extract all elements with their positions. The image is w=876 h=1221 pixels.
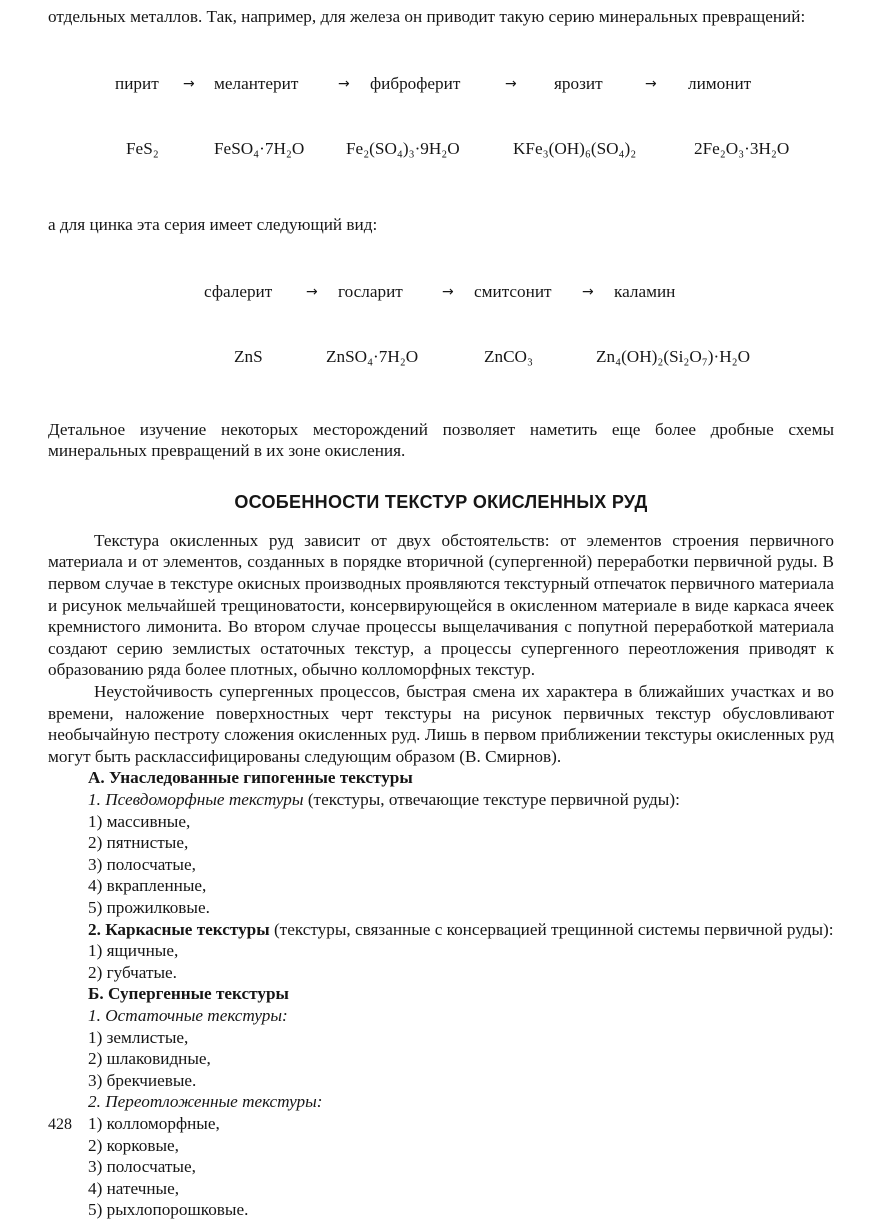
list-item: 1) массивные, <box>88 811 191 831</box>
iron-formula: FeSO₄·7H₂O <box>214 138 305 158</box>
zinc-formula: ZnS <box>234 346 263 366</box>
list-item: 3) брекчиевые. <box>88 1070 197 1090</box>
zinc-name: госларит <box>338 282 403 302</box>
section-title: ОСОБЕННОСТИ ТЕКСТУР ОКИСЛЕННЫХ РУД <box>234 491 648 512</box>
group-b-heading: Б. Супергенные текстуры <box>88 984 289 1004</box>
arrow-icon: → <box>183 75 195 92</box>
list-item: 4) вкрапленные, <box>88 876 207 896</box>
iron-formulas-row <box>48 138 834 160</box>
arrow-icon: → <box>306 284 318 301</box>
list-item: 1) ящичные, <box>88 941 179 961</box>
iron-name: мелантерит <box>214 73 299 93</box>
list-item: 5) прожилковые. <box>88 897 210 917</box>
zinc-intro: а для цинка эта серия имеет следующий вид: <box>48 215 378 235</box>
list-item: 3) полосчатые, <box>88 854 196 874</box>
group-a1-description: (текстуры, отвечающие текстуре первичной руды): <box>303 790 680 809</box>
list-item: 2) губчатые. <box>88 962 177 982</box>
texture-classification <box>48 767 834 1220</box>
zinc-formula: Zn₄(OH)₂(Si₂O₇)·H₂O <box>596 346 751 366</box>
group-a2-heading <box>48 919 834 941</box>
group-a2-title: 2. Каркасные текстуры <box>88 919 270 939</box>
zinc-formulas-row <box>48 346 834 368</box>
page-number: 428 <box>48 1116 72 1133</box>
iron-name: фиброферит <box>370 73 461 93</box>
list-item: 4) натечные, <box>88 1178 180 1198</box>
arrow-icon: → <box>505 75 517 92</box>
arrow-icon: → <box>582 284 594 301</box>
group-b2-heading: 2. Переотложенные текстуры: <box>88 1092 323 1112</box>
paragraph-2: Неустойчивость супергенных процессов, быстрая смена их характера в ближайших участках и во времени, наложение поверхностных черт текстуры на рисунок первичных текстур обусловливают необычайную пестроту сложения окисленных руд. Лишь в первом приближении текстуры окисленных руд могут быть расклассифицированы следующим образом (В. Смирнов). <box>48 682 834 766</box>
zinc-formula: ZnSO₄·7H₂O <box>326 346 419 366</box>
paragraph-1: Текстура окисленных руд зависит от двух обстоятельств: от элементов строения первичного материала и от элементов, созданных в порядке вторичной (супергенной) переработки первичной руды. В первом случае в текстуре окисных производных проявляются текстурный отпечаток первичного материала и рисунок мельчайшей трещиноватости, консервирующейся в окисленном материале в виде каркаса ячеек кремнистого лимонита. Во втором случае процессы выщелачивания с попутной переработкой материала создают серию землистых остаточных текстур, а процессы супергенного переотложения приводят к образованию ряда более плотных, обычно колломорфных текстур. <box>48 530 834 680</box>
group-a-heading: А. Унаследованные гипогенные текстуры <box>88 768 413 788</box>
iron-formula: FeS₂ <box>126 138 159 158</box>
group-b1-heading: 1. Остаточные текстуры: <box>88 1005 288 1025</box>
iron-name: пирит <box>115 73 159 93</box>
iron-formula: 2Fe₂O₃·3H₂O <box>694 138 790 158</box>
arrow-icon: → <box>645 75 657 92</box>
list-item: 2) корковые, <box>88 1135 179 1155</box>
group-a1-title: 1. Псевдоморфные текстуры <box>88 790 304 809</box>
list-item: 5) рыхлопорошковые. <box>88 1200 249 1220</box>
arrow-icon: → <box>338 75 350 92</box>
zinc-formula: ZnCO₃ <box>484 346 533 366</box>
intro-paragraph: отдельных металлов. Так, например, для железа он приводит такую серию минеральных превращений: <box>48 7 806 26</box>
iron-formula: Fe₂(SO₄)₃·9H₂O <box>346 138 460 158</box>
group-a2-description: (текстуры, связанные с консервацией трещинной системы первичной руды): <box>269 919 834 939</box>
iron-name: лимонит <box>688 73 752 93</box>
zinc-chain <box>48 238 834 411</box>
list-item: 3) полосчатые, <box>88 1157 196 1177</box>
group-a1-heading <box>48 789 834 811</box>
zinc-name: каламин <box>614 282 676 302</box>
iron-formula: KFe₃(OH)₆(SO₄)₂ <box>513 138 637 158</box>
zinc-name: сфалерит <box>204 282 273 302</box>
list-item: 2) шлаковидные, <box>88 1049 211 1069</box>
zinc-names-row <box>48 281 834 303</box>
page-content <box>48 6 834 1221</box>
zinc-name: смитсонит <box>474 282 552 302</box>
iron-chain <box>48 30 834 203</box>
iron-name: ярозит <box>554 73 603 93</box>
iron-names-row <box>48 73 834 95</box>
arrow-icon: → <box>442 284 454 301</box>
detail-paragraph: Детальное изучение некоторых месторождений позволяет наметить еще более дробные схемы минеральных превращений в их зоне окисления. <box>48 419 834 461</box>
list-item: 1) землистые, <box>88 1027 189 1047</box>
list-item: 2) пятнистые, <box>88 833 189 853</box>
list-item: 1) колломорфные, <box>88 1113 220 1133</box>
